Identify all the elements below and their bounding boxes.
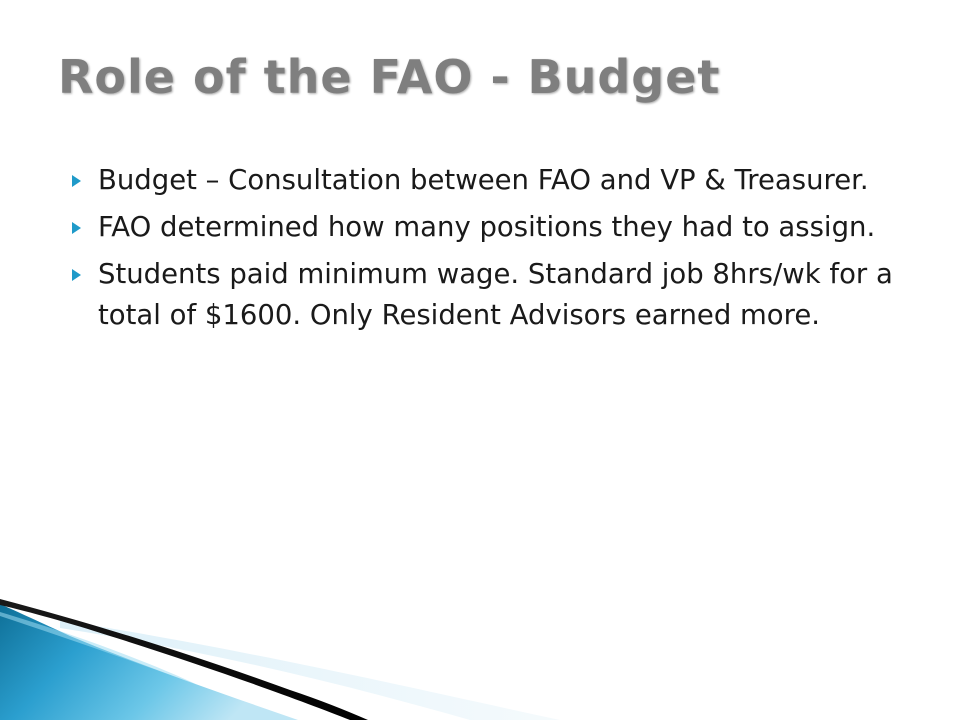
triangle-bullet-icon (72, 269, 81, 281)
slide-title: Role of the FAO - Budget (58, 50, 721, 104)
triangle-bullet-icon (72, 175, 81, 187)
bullet-item (72, 254, 912, 336)
triangle-bullet-icon (72, 222, 81, 234)
bullet-list (72, 160, 912, 342)
wave-highlight (0, 612, 200, 686)
wave-faint-band (60, 620, 560, 720)
bullet-text: FAO determined how many positions they had to assign. (98, 211, 876, 243)
bullet-item (72, 160, 912, 201)
wave-blue-band (0, 604, 298, 720)
bullet-text: Budget – Consultation between FAO and VP & Treasurer. (98, 164, 869, 196)
bullet-item (72, 207, 912, 248)
wave-black-band (0, 599, 368, 720)
bullet-text: Students paid minimum wage. Standard job 8hrs/wk for a total of $1600. Only Resident Advisors earned more. (98, 258, 893, 331)
